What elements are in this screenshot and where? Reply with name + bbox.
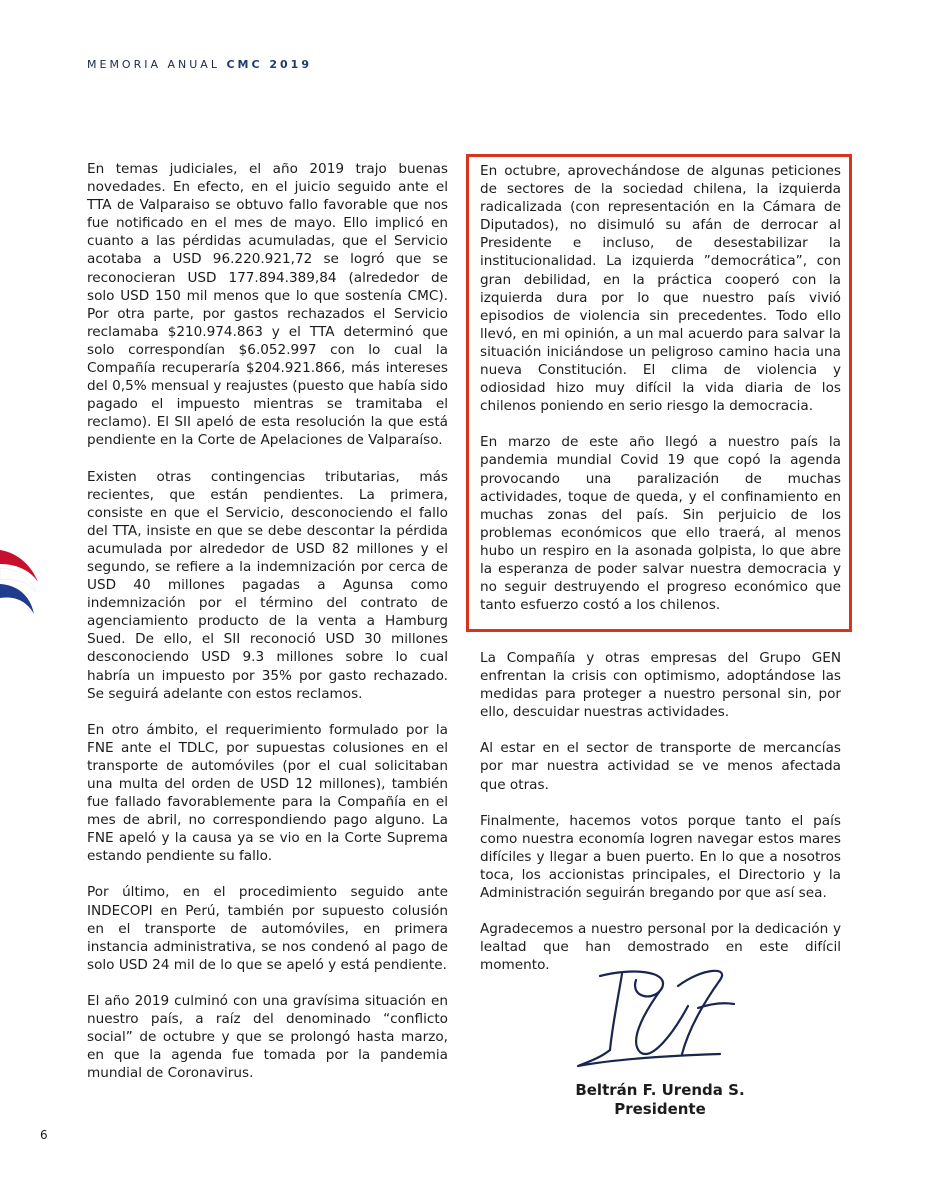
paragraph: En octubre, aprovechándose de algunas peticiones de sectores de la sociedad chilena, la izquierda radicalizada (con representación en la Cámara de Diputados), no disimuló su afán de derrocar al Presidente e incluso, de desestabilizar la institucionalidad. La izquierda ”democrática”, con gran debilidad, en la práctica cooperó con la izquierda dura por lo que nuestro país vivió episodios de violencia sin precedentes. Todo ello llevó, en mi opinión, a un mal acuerdo para salvar la situación iniciándose un peligroso camino hacia una nueva Constitución. El clima de violencia y odiosidad hizo muy difícil la vida diaria de los chilenos poniendo en serio riesgo la democracia. xyxy=(480,163,841,415)
paragraph: Finalmente, hacemos votos porque tanto el país como nuestra economía logren navegar estos mares difíciles y llegar a buen puerto. En lo que a nosotros toca, los accionistas principales, el Directorio y la Administración seguirán bregando por que así sea. xyxy=(480,812,841,902)
paragraph: Agradecemos a nuestro personal por la dedicación y lealtad que han demostrado en este difícil momento. xyxy=(480,921,841,974)
page-number: 6 xyxy=(40,1128,48,1142)
paragraph: En otro ámbito, el requerimiento formulado por la FNE ante el TDLC, por supuestas colusiones en el transporte de automóviles (por el cual solicitaban una multa del orden de USD 12 millones), también fue fallado favorablemente para la Compañía en el mes de abril, no correspondiendo pago alguno. La FNE apeló y la causa ya se vio en la Corte Suprema estando pendiente su fallo. xyxy=(87,721,448,865)
right-boxed-text-column xyxy=(480,162,841,632)
paragraph: Existen otras contingencias tributarias, más recientes, que están pendientes. La primera, consiste en que el Servicio, desconociendo el fallo del TTA, insiste en que se debe descontar la pérdida acumulada por alrededor de USD 82 millones y el segundo, se refiere a la indemnización por cerca de USD 40 millones pagadas a Agunsa como indemnización por el término del contrato de agenciamiento producto de la venta a Hamburg Sued. De ello, el SII reconoció USD 30 millones desconociendo USD 9.3 millones sobre lo cual habría un impuesto por 35% por gasto rechazado. Se seguirá adelante con estos reclamos. xyxy=(87,468,448,702)
header-title: CMC 2019 xyxy=(226,58,312,71)
right-lower-text-column xyxy=(480,649,841,992)
paragraph: El año 2019 culminó con una gravísima situación en nuestro país, a raíz del denominado “conflicto social” de octubre y que se prolongó hasta marzo, en que la agenda fue tomada por la pandemia mundial de Coronavirus. xyxy=(87,992,448,1082)
running-header xyxy=(87,58,312,71)
left-text-column xyxy=(87,160,448,1100)
signatory-block xyxy=(560,1081,760,1119)
signatory-name: Beltrán F. Urenda S. xyxy=(575,1081,745,1099)
handwritten-signature xyxy=(570,958,770,1078)
paragraph: Al estar en el sector de transporte de mercancías por mar nuestra actividad se ve menos afectada que otras. xyxy=(480,740,841,793)
paragraph: En marzo de este año llegó a nuestro país la pandemia mundial Covid 19 que copó la agenda provocando una paralización de muchas actividades, toque de queda, y el confinamiento en muchas zonas del país. Sin perjuicio de los problemas económicos que ello traerá, al menos hubo un respiro en la asonada golpista, lo que abre la esperanza de poder salvar nuestra democracia y no seguir destruyendo el progreso económico que tanto esfuerzo costó a los chilenos. xyxy=(480,434,841,614)
chilean-flag-ribbon-decoration xyxy=(0,548,40,618)
paragraph: En temas judiciales, el año 2019 trajo buenas novedades. En efecto, en el juicio seguido ante el TTA de Valparaiso se obtuvo fallo favorable que nos fue notificado en el mes de mayo. Ello implicó en cuanto a las pérdidas acumuladas, que el Servicio acotaba a USD 96.220.921,72 se logró que se reconocieran USD 177.894.389,84 (alrededor de solo USD 150 mil menos que lo que sostenía CMC). Por otra parte, por gastos rechazados el Servicio reclamaba $210.974.863 y el TTA determinó que solo correspondían $6.052.997 con lo cual la Compañía recuperaría $204.921.866, más intereses del 0,5% mensual y reajustes (puesto que había sido pagado el impuesto mientras se tramitaba el reclamo). El SII apeló de esta resolución la que está pendiente en la Corte de Apelaciones de Valparaíso. xyxy=(87,161,448,449)
paragraph: Por último, en el procedimiento seguido ante INDECOPI en Perú, también por supuesto colusión en el transporte de automóviles, en primera instancia administrativa, se nos condenó al pago de solo USD 24 mil de lo que se apeló y está pendiente. xyxy=(87,884,448,973)
paragraph: La Compañía y otras empresas del Grupo GEN enfrentan la crisis con optimismo, adoptándose las medidas para proteger a nuestro personal sin, por ello, descuidar nuestras actividades. xyxy=(480,650,841,721)
header-prefix: MEMORIA ANUAL xyxy=(87,58,227,71)
signatory-title: Presidente xyxy=(614,1100,706,1118)
